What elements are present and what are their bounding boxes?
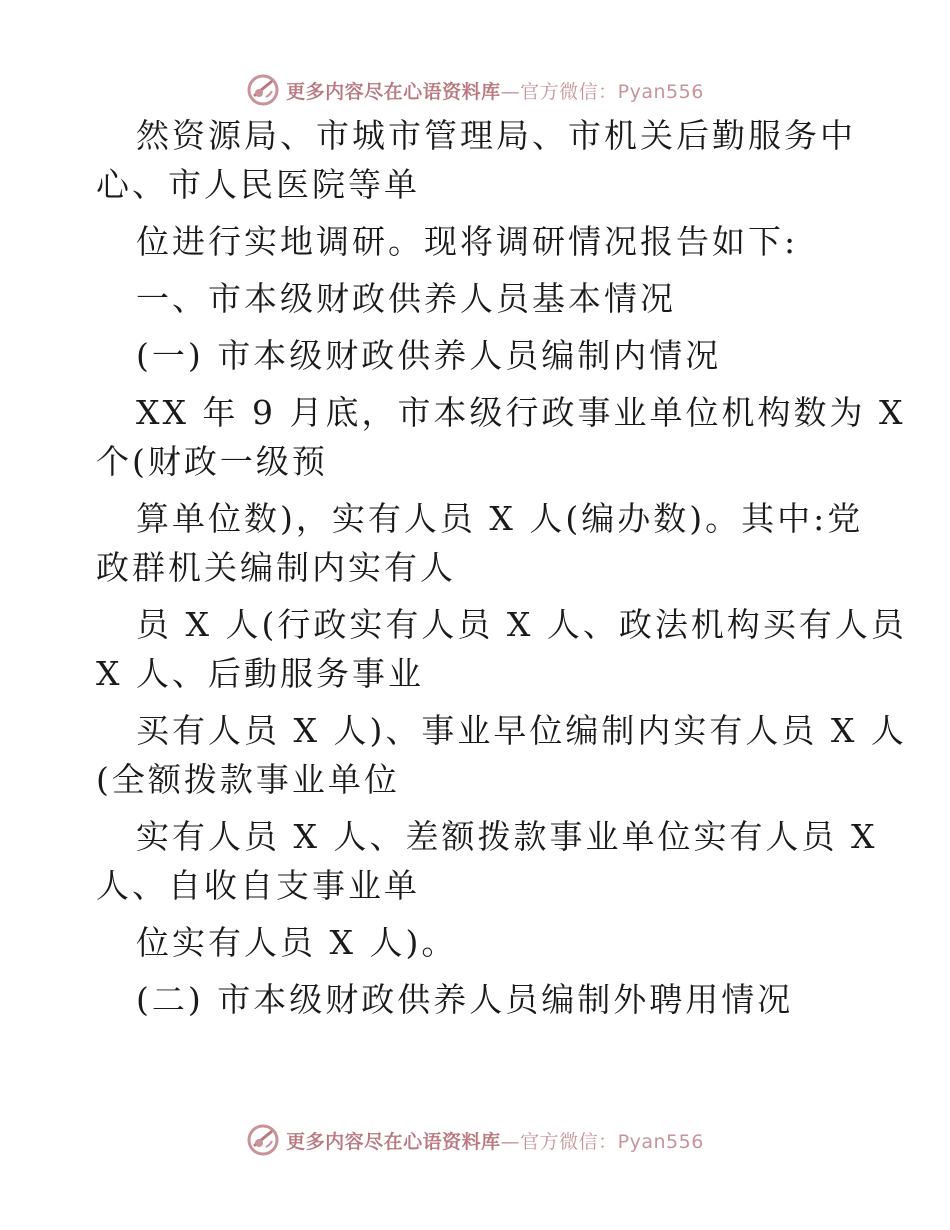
watermark-separator: —	[500, 80, 521, 103]
text-line: 位进行实地调研。现将调研情况报告如下:	[136, 222, 799, 261]
section-heading: 一、市本级财政供养人员基本情况	[136, 279, 676, 318]
subsection-heading: (二) 市本级财政供养人员编制外聘用情况	[136, 980, 794, 1019]
text-line: (全额拨款事业单位	[96, 760, 400, 799]
text-line: 人、自收自支事业单	[96, 866, 420, 905]
watermark-suffix: 官方微信：Pyan556	[520, 80, 704, 103]
watermark-banner-top	[0, 70, 950, 110]
text-line: 算单位数)，实有人员 X 人(编办数)。其中:党	[136, 499, 864, 538]
watermark-text	[286, 77, 704, 104]
watermark-main: 更多内容尽在心语资料库	[286, 80, 501, 103]
text-line: 个(财政一级预	[96, 442, 328, 481]
text-line: X 人、后動服务事业	[96, 654, 424, 693]
brand-logo-icon	[246, 73, 280, 107]
text-line: 位实有人员 X 人)。	[136, 923, 458, 962]
text-line: 实有人员 X 人、差额拨款事业单位实有人员 X	[136, 817, 878, 856]
watermark-main: 更多内容尽在心语资料库	[286, 1130, 501, 1153]
watermark-text	[286, 1127, 704, 1154]
brand-logo-icon	[246, 1123, 280, 1157]
text-line: 然资源局、市城市管理局、市机关后勤服务中	[136, 116, 856, 155]
text-line: XX 年 9 月底，市本级行政事业单位机构数为 X	[136, 393, 906, 432]
text-line: 员 X 人(行政实有人员 X 人、政法机构买有人员	[136, 605, 907, 644]
watermark-separator: —	[500, 1130, 521, 1153]
watermark-banner-bottom	[0, 1120, 950, 1160]
document-body	[96, 116, 907, 1039]
watermark-suffix: 官方微信：Pyan556	[520, 1130, 704, 1153]
subsection-heading: (一) 市本级财政供养人员编制内情况	[136, 336, 722, 375]
text-line: 政群机关编制内实有人	[96, 548, 456, 587]
text-line: 买有人员 X 人)、事业早位编制内实有人员 X 人	[136, 711, 907, 750]
text-line: 心、市人民医院等单	[96, 165, 420, 204]
